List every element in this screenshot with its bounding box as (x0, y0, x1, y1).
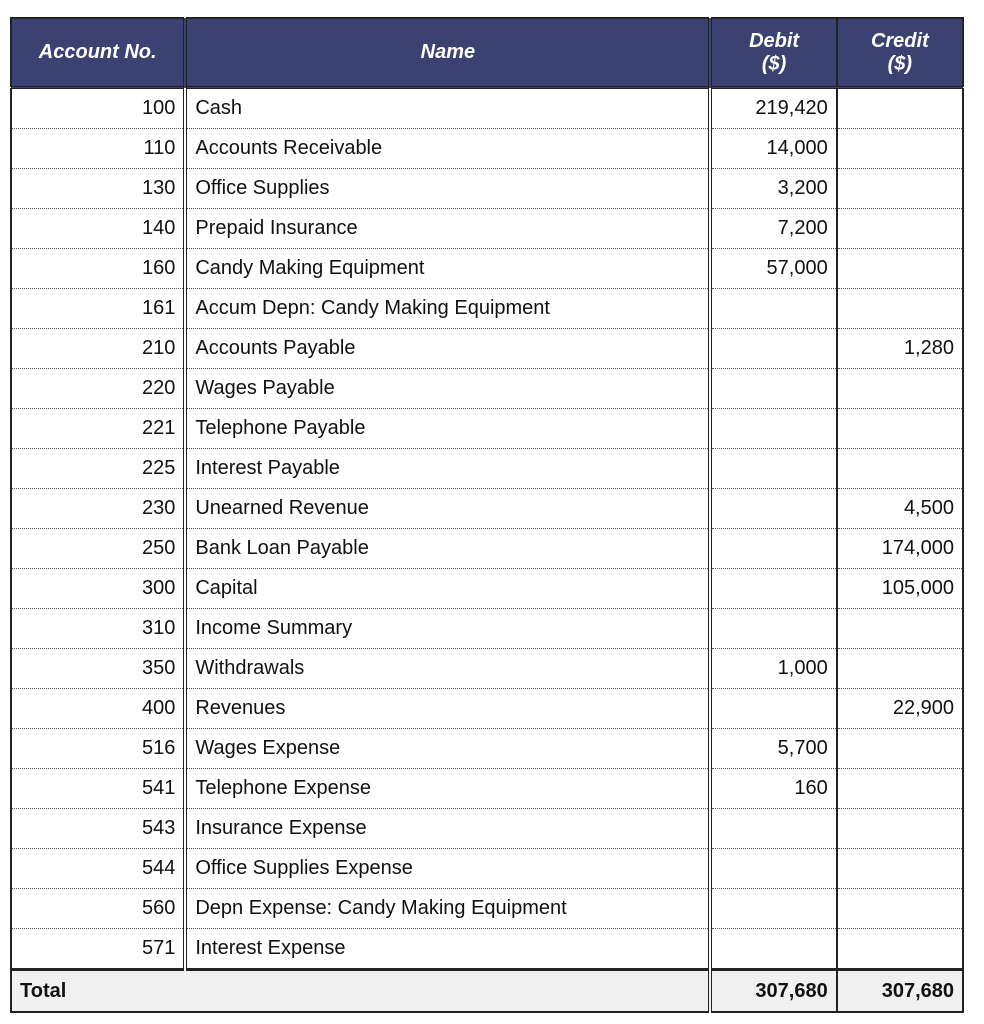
account-number-cell: 541 (11, 769, 185, 809)
account-number-cell: 225 (11, 449, 185, 489)
account-number-cell: 300 (11, 569, 185, 609)
account-name-cell: Income Summary (185, 609, 710, 649)
header-debit (710, 18, 836, 88)
debit-cell (710, 929, 836, 970)
account-name-cell: Accounts Receivable (185, 129, 710, 169)
account-name-cell: Insurance Expense (185, 809, 710, 849)
account-name-cell: Office Supplies Expense (185, 849, 710, 889)
debit-cell: 5,700 (710, 729, 836, 769)
table-row (11, 529, 963, 569)
account-number-cell: 221 (11, 409, 185, 449)
account-number-cell: 400 (11, 689, 185, 729)
account-number-cell: 160 (11, 249, 185, 289)
table-header (11, 18, 963, 88)
credit-cell: 22,900 (837, 689, 963, 729)
credit-cell: 4,500 (837, 489, 963, 529)
account-name-cell: Depn Expense: Candy Making Equipment (185, 889, 710, 929)
header-credit-unit: ($) (887, 52, 913, 75)
account-name-cell: Wages Expense (185, 729, 710, 769)
credit-cell (837, 729, 963, 769)
credit-cell (837, 849, 963, 889)
account-name-cell: Withdrawals (185, 649, 710, 689)
debit-cell: 14,000 (710, 129, 836, 169)
debit-cell (710, 609, 836, 649)
table-row (11, 849, 963, 889)
account-number-cell: 220 (11, 369, 185, 409)
trial-balance-table (10, 17, 964, 1013)
table-row (11, 609, 963, 649)
debit-cell (710, 849, 836, 889)
trial-balance-container (10, 17, 964, 1013)
credit-cell (837, 889, 963, 929)
table-row (11, 689, 963, 729)
header-debit-unit: ($) (761, 52, 787, 75)
debit-cell: 160 (710, 769, 836, 809)
account-number-cell: 310 (11, 609, 185, 649)
account-number-cell: 140 (11, 209, 185, 249)
table-row (11, 729, 963, 769)
debit-cell (710, 569, 836, 609)
table-row (11, 209, 963, 249)
table-row (11, 129, 963, 169)
account-number-cell: 130 (11, 169, 185, 209)
total-debit: 307,680 (710, 970, 836, 1013)
debit-cell (710, 489, 836, 529)
credit-cell (837, 369, 963, 409)
debit-cell (710, 689, 836, 729)
account-number-cell: 230 (11, 489, 185, 529)
account-name-cell: Accum Depn: Candy Making Equipment (185, 289, 710, 329)
account-name-cell: Interest Payable (185, 449, 710, 489)
account-number-cell: 110 (11, 129, 185, 169)
account-name-cell: Telephone Expense (185, 769, 710, 809)
header-account-no: Account No. (11, 18, 185, 88)
table-row (11, 249, 963, 289)
table-row (11, 369, 963, 409)
credit-cell: 1,280 (837, 329, 963, 369)
debit-cell (710, 889, 836, 929)
debit-cell (710, 369, 836, 409)
account-number-cell: 560 (11, 889, 185, 929)
credit-cell (837, 88, 963, 129)
table-row (11, 769, 963, 809)
header-row (11, 18, 963, 88)
credit-cell (837, 289, 963, 329)
account-name-cell: Office Supplies (185, 169, 710, 209)
debit-cell: 219,420 (710, 88, 836, 129)
credit-cell (837, 769, 963, 809)
table-row (11, 649, 963, 689)
account-name-cell: Candy Making Equipment (185, 249, 710, 289)
credit-cell (837, 449, 963, 489)
table-row (11, 809, 963, 849)
credit-cell: 174,000 (837, 529, 963, 569)
credit-cell (837, 169, 963, 209)
table-row (11, 289, 963, 329)
account-number-cell: 161 (11, 289, 185, 329)
debit-cell: 7,200 (710, 209, 836, 249)
credit-cell (837, 609, 963, 649)
table-body (11, 88, 963, 970)
account-number-cell: 571 (11, 929, 185, 970)
table-row (11, 569, 963, 609)
account-name-cell: Revenues (185, 689, 710, 729)
table-footer (11, 970, 963, 1013)
debit-cell: 3,200 (710, 169, 836, 209)
credit-cell (837, 649, 963, 689)
account-number-cell: 100 (11, 88, 185, 129)
credit-cell: 105,000 (837, 569, 963, 609)
account-number-cell: 210 (11, 329, 185, 369)
account-name-cell: Cash (185, 88, 710, 129)
table-row (11, 449, 963, 489)
credit-cell (837, 129, 963, 169)
account-number-cell: 516 (11, 729, 185, 769)
account-name-cell: Interest Expense (185, 929, 710, 970)
table-row (11, 929, 963, 970)
account-name-cell: Telephone Payable (185, 409, 710, 449)
debit-cell (710, 809, 836, 849)
account-name-cell: Bank Loan Payable (185, 529, 710, 569)
total-label: Total (11, 970, 710, 1013)
account-number-cell: 250 (11, 529, 185, 569)
account-number-cell: 543 (11, 809, 185, 849)
table-row (11, 409, 963, 449)
debit-cell (710, 329, 836, 369)
credit-cell (837, 409, 963, 449)
header-credit-label: Credit (870, 29, 929, 52)
total-row (11, 970, 963, 1013)
account-number-cell: 350 (11, 649, 185, 689)
credit-cell (837, 209, 963, 249)
credit-cell (837, 929, 963, 970)
table-row (11, 889, 963, 929)
account-name-cell: Prepaid Insurance (185, 209, 710, 249)
account-name-cell: Wages Payable (185, 369, 710, 409)
total-credit: 307,680 (837, 970, 963, 1013)
debit-cell (710, 529, 836, 569)
table-row (11, 329, 963, 369)
debit-cell: 57,000 (710, 249, 836, 289)
debit-cell (710, 449, 836, 489)
account-name-cell: Capital (185, 569, 710, 609)
table-row (11, 489, 963, 529)
credit-cell (837, 809, 963, 849)
header-credit (837, 18, 963, 88)
account-name-cell: Unearned Revenue (185, 489, 710, 529)
debit-cell (710, 409, 836, 449)
table-row (11, 88, 963, 129)
account-name-cell: Accounts Payable (185, 329, 710, 369)
header-name: Name (185, 18, 710, 88)
credit-cell (837, 249, 963, 289)
table-row (11, 169, 963, 209)
debit-cell: 1,000 (710, 649, 836, 689)
header-debit-label: Debit (749, 29, 800, 52)
debit-cell (710, 289, 836, 329)
account-number-cell: 544 (11, 849, 185, 889)
